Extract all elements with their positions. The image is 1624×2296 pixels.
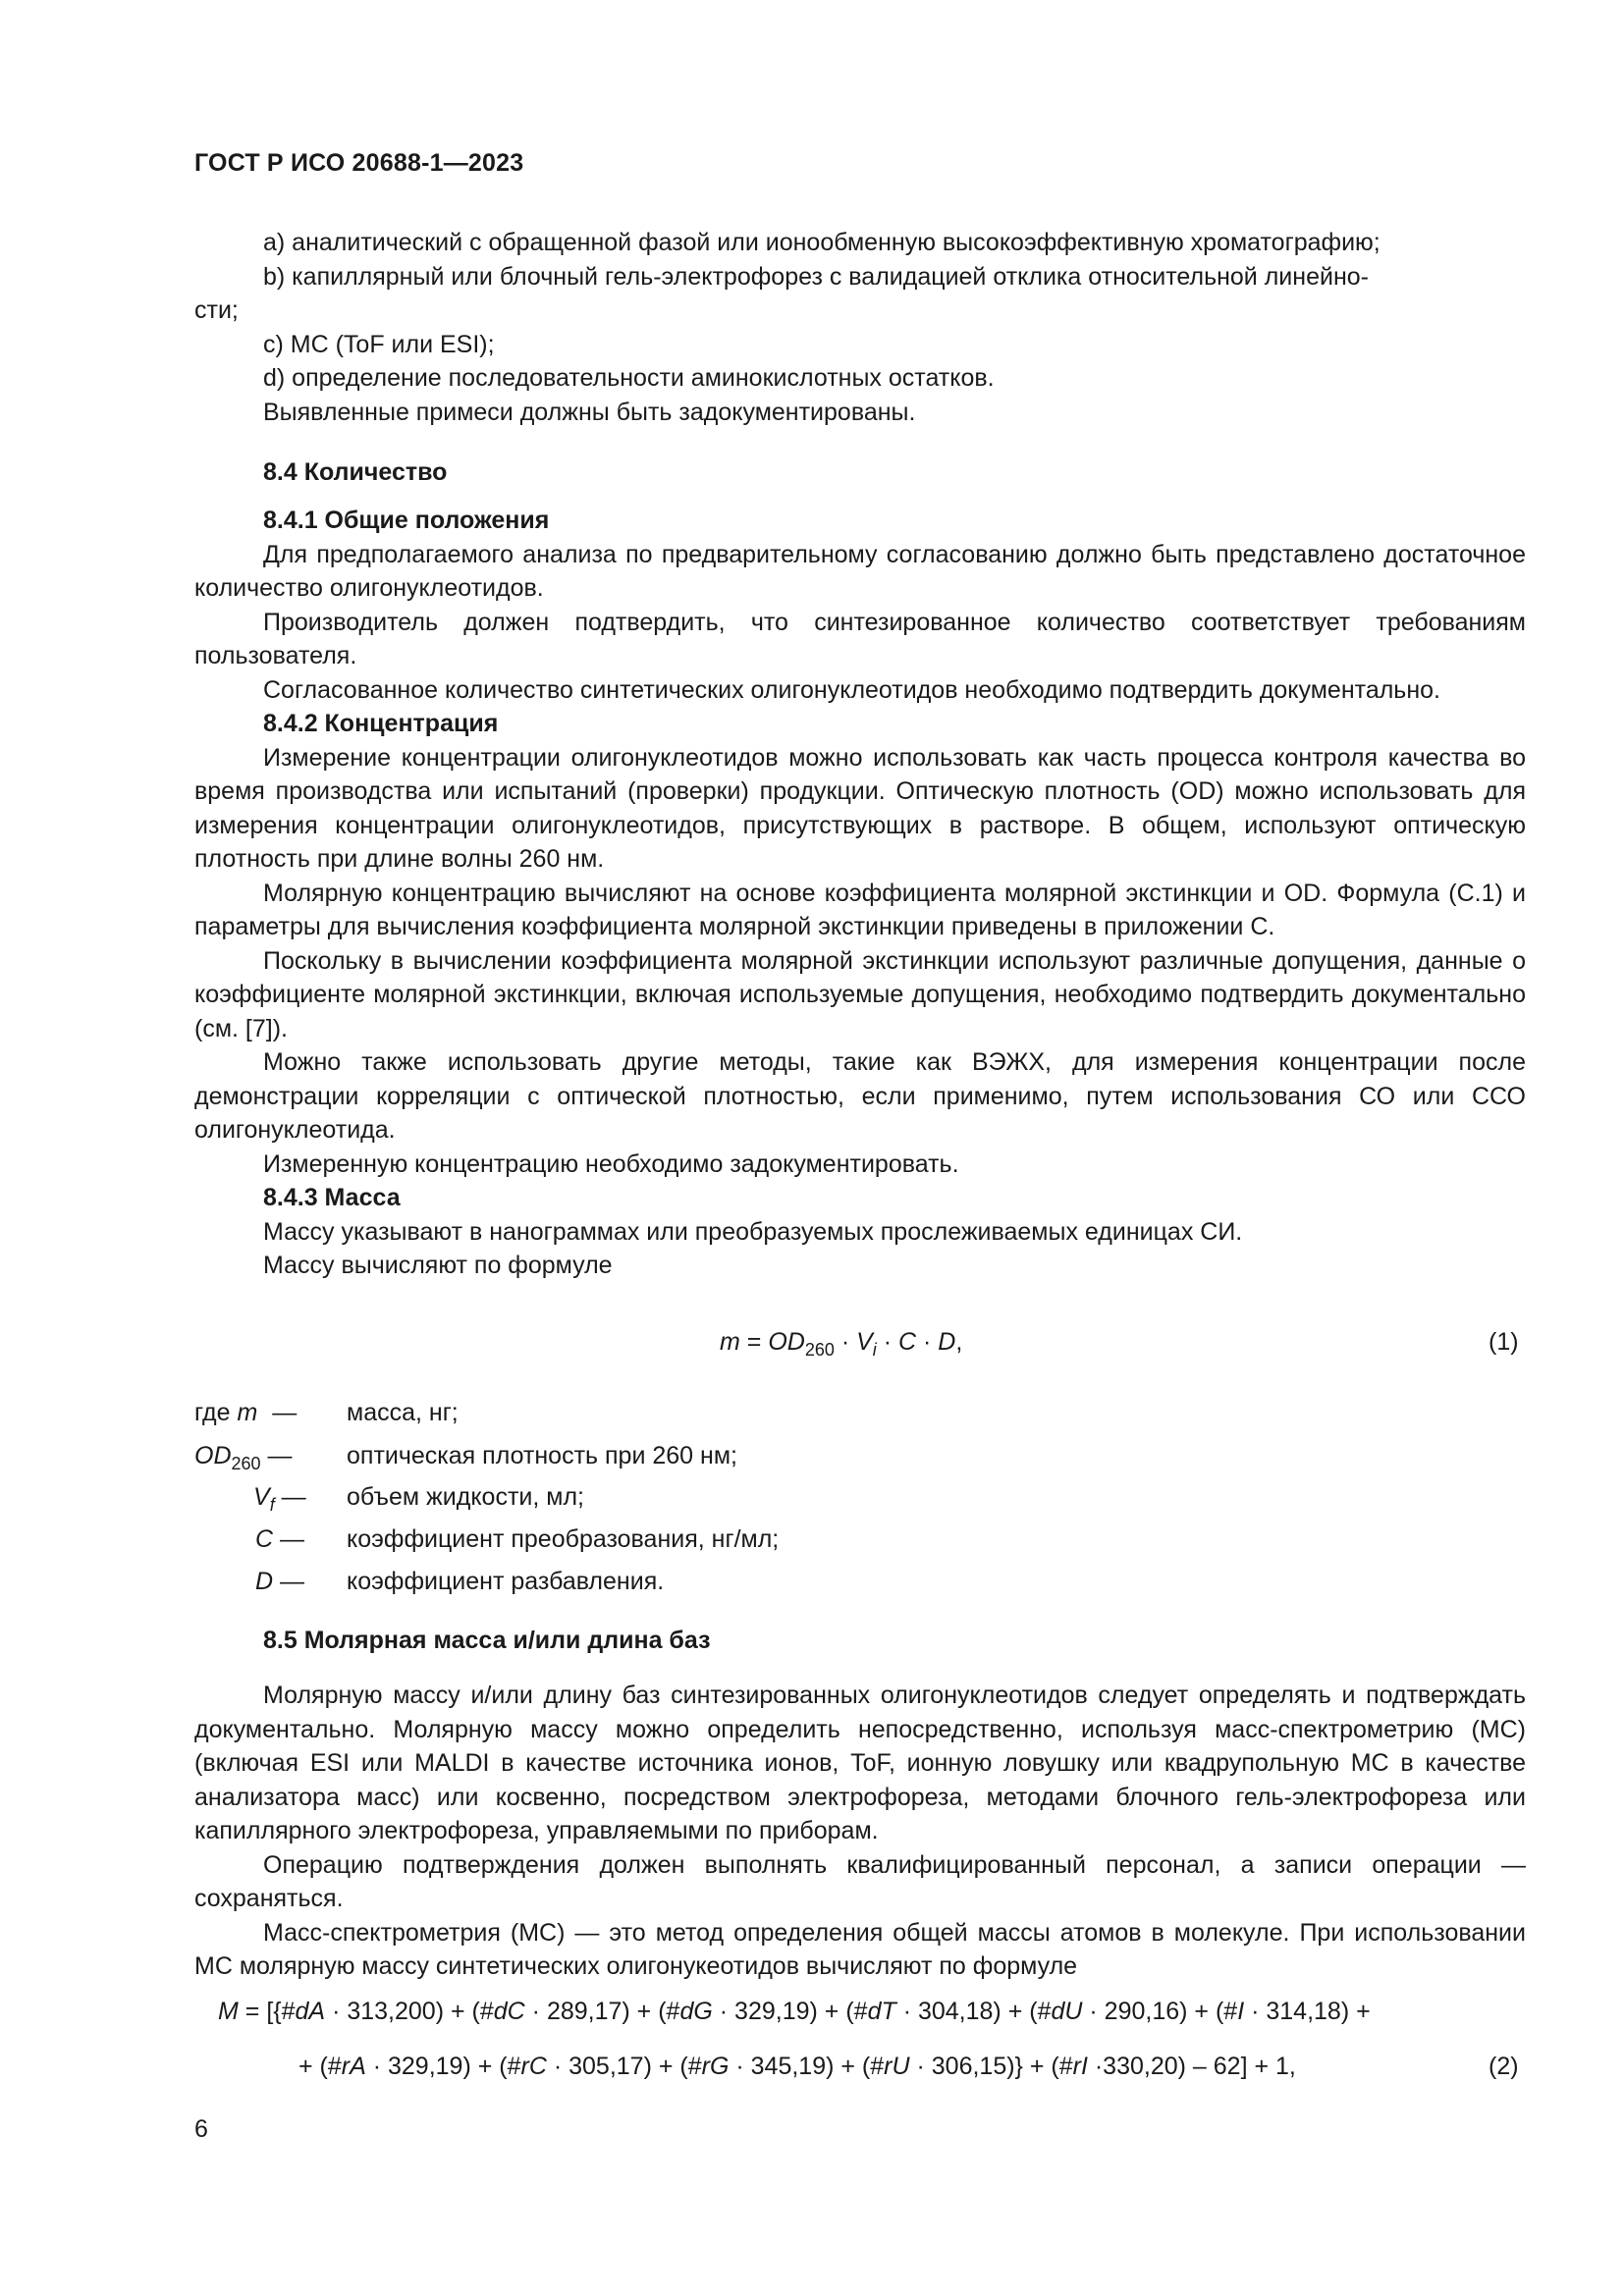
formula-symbol: dU [1051, 1998, 1083, 2025]
where-text: коэффициент преобразования, нг/мл; [347, 1525, 780, 1553]
document-header: ГОСТ Р ИСО 20688-1—2023 [194, 149, 524, 177]
formula-part: · 305,17) + (# [546, 2053, 702, 2080]
formula-part: · 314,18) + [1244, 1998, 1371, 2025]
list-item-b-continuation: сти; [194, 296, 239, 324]
where-dash: — [260, 1442, 293, 1469]
where-subscript: f [269, 1495, 275, 1515]
where-dash: — [265, 1399, 298, 1426]
section-8-4-1 [194, 504, 1526, 1283]
formula-part: · [916, 1328, 939, 1356]
section-title-8-4-3: 8.4.3 Масса [263, 1184, 401, 1211]
impurity-methods-list [194, 226, 1526, 429]
formula-part: ·330,20) – 62] + 1, [1087, 2053, 1296, 2080]
formula-symbol: rG [701, 2053, 730, 2080]
formula-1 [720, 1328, 963, 1360]
paragraph: Молярную массу и/или длину баз синтезированных олигонуклеотидов следует определять и подтверждать документально. Молярную массу можно определить непосредственно, используя масс-спектрометрию (МС) (включая ESI или MALDI в качестве источника ионов, ToF, ионную ловушку или квадрупольную МС в качестве анализатора масс) или косвенно, посредством электрофореза, методами блочного гель-электрофореза или капиллярного электрофореза, управляемыми по приборам. [194, 1682, 1526, 1844]
section-title-8-4: 8.4 Количество [263, 458, 448, 486]
where-text: коэффициент разбавления. [347, 1568, 665, 1595]
formula-symbol: dA [295, 1998, 326, 2025]
where-dash: — [273, 1525, 305, 1553]
paragraph: Массу указывают в нанограммах или преобразуемых прослеживаемых единицах СИ. [263, 1217, 1243, 1246]
where-text: оптическая плотность при 260 нм; [347, 1442, 737, 1469]
formula-part: · 329,19) + (# [365, 2053, 521, 2080]
formula-symbol: m [720, 1328, 740, 1356]
formula-part: · 289,17) + (# [524, 1998, 680, 2025]
formula-part: · 304,18) + (# [895, 1998, 1052, 2025]
where-symbol: OD [194, 1442, 232, 1469]
list-item-b: b) капиллярный или блочный гель-электрофорез с валидацией отклика относительной линейно- [263, 262, 1369, 291]
formula-part: + (# [298, 2053, 342, 2080]
paragraph: Измеренную концентрацию необходимо задокументировать. [263, 1149, 959, 1178]
formula-part: · [876, 1328, 898, 1356]
list-item-c: c) МС (ToF или ESI); [263, 330, 495, 358]
formula-2-line-2 [298, 2053, 1296, 2081]
formula-symbol: V [856, 1328, 873, 1356]
formula-part: = [739, 1328, 769, 1356]
formula-subscript: i [872, 1340, 877, 1360]
paragraph: Можно также использовать другие методы, такие как ВЭЖХ, для измерения концентрации после демонстрации корреляции с оптической плотностью, если применимо, путем использования СО или ССО олигонуклеотида. [194, 1048, 1526, 1144]
formula-part: · 329,19) + (# [712, 1998, 868, 2025]
formula-symbol: M [218, 1998, 239, 2025]
formula-1-number: (1) [1489, 1328, 1519, 1356]
paragraph: Поскольку в вычислении коэффициента молярной экстинкции используют различные допущения, данные о коэффициенте молярной экстинкции, включая используемые допущения, необходимо подтвердить документально (см. [7]). [194, 946, 1526, 1042]
where-symbol: V [253, 1483, 270, 1511]
formula-symbol: OD [768, 1328, 805, 1356]
formula-symbol: rA [341, 2053, 366, 2080]
formula-symbol: rC [520, 2053, 547, 2080]
formula-symbol: D [938, 1328, 956, 1356]
page-number: 6 [194, 2115, 208, 2143]
formula-symbol: I [1237, 1998, 1245, 2025]
list-item-d: d) определение последовательности аминокислотных остатков. [263, 364, 995, 392]
formula-part: · 290,16) + (# [1082, 1998, 1238, 2025]
section-title-8-4-1: 8.4.1 Общие положения [263, 507, 550, 534]
formula-symbol: dC [493, 1998, 525, 2025]
section-8-4 [194, 455, 1526, 490]
paragraph: Измерение концентрации олигонуклеотидов можно использовать как часть процесса контроля качества во время производства или испытаний (проверки) продукции. Оптическую плотность (OD) можно использовать для измерения концентрации олигонуклеотидов, присутствующих в растворе. В общем, используют оптическую плотность при длине волны 260 нм. [194, 743, 1526, 873]
where-dash: — [273, 1568, 305, 1595]
paragraph: Масс-спектрометрия (МС) — это метод определения общей массы атомов в молекуле. При использовании МС молярную массу синтетических олигонукеотидов вычисляют по формуле [194, 1918, 1526, 1980]
paragraph: Молярную концентрацию вычисляют на основе коэффициента молярной экстинкции и OD. Формула (С.1) и параметры для вычисления коэффициента молярной экстинкции приведены в приложении С. [194, 879, 1526, 940]
formula-part: · 313,200) + (# [325, 1998, 494, 2025]
impurities-note: Выявленные примеси должны быть задокументированы. [263, 398, 916, 426]
formula-part: , [955, 1328, 963, 1356]
paragraph: Массу вычисляют по формуле [263, 1252, 613, 1279]
formula-2-number: (2) [1489, 2053, 1519, 2080]
paragraph: Операцию подтверждения должен выполнять квалифицированный персонал, а записи операции — сохраняться. [194, 1850, 1526, 1912]
formula-subscript: 260 [804, 1340, 835, 1360]
where-symbol: D [255, 1568, 274, 1595]
where-text: масса, нг; [347, 1399, 459, 1426]
where-prefix: где [194, 1399, 238, 1426]
formula-2-line-1 [218, 1998, 1371, 2026]
list-item-a: a) аналитический с обращенной фазой или ионообменную высокоэффективную хроматографию; [263, 229, 1380, 256]
formula-symbol: dG [679, 1998, 713, 2025]
formula-symbol: dT [867, 1998, 896, 2025]
formula-symbol: C [898, 1328, 917, 1356]
where-symbol: m [237, 1399, 258, 1426]
where-dash: — [274, 1483, 306, 1511]
paragraph: Для предполагаемого анализа по предварительному согласованию должно быть представлено достаточное количество олигонуклеотидов. [194, 540, 1526, 602]
where-subscript: 260 [231, 1454, 261, 1473]
formula-symbol: rI [1072, 2053, 1088, 2080]
formula-part: · 345,19) + (# [729, 2053, 885, 2080]
section-8-5 [194, 1624, 1526, 1658]
formula-symbol: rU [884, 2053, 910, 2080]
formula-part: = [{# [238, 1998, 296, 2025]
paragraph: Производитель должен подтвердить, что синтезированное количество соответствует требованиям пользователя. [194, 608, 1526, 669]
paragraph: Согласованное количество синтетических олигонуклеотидов необходимо подтвердить документально. [263, 675, 1440, 704]
where-symbol: C [255, 1525, 274, 1553]
section-title-8-4-2: 8.4.2 Концентрация [263, 710, 499, 737]
where-text: объем жидкости, мл; [347, 1483, 584, 1511]
section-8-5-body [194, 1679, 1526, 1984]
section-title-8-5: 8.5 Молярная масса и/или длина баз [263, 1627, 711, 1654]
formula-part: · [834, 1328, 857, 1356]
formula-part: · 306,15)} + (# [909, 2053, 1073, 2080]
